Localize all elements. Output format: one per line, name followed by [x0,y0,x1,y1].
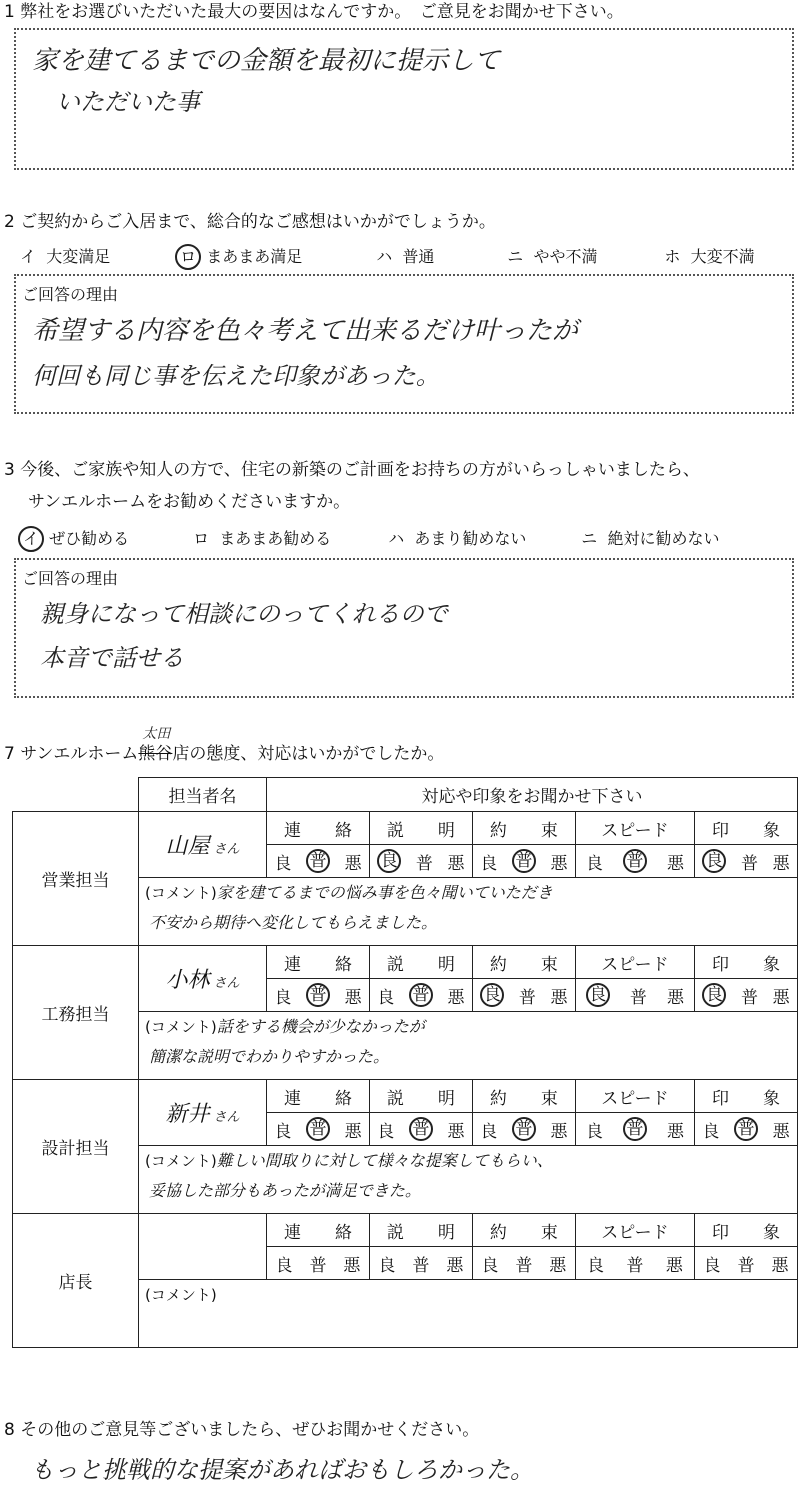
q3-option-3: ハ あまり勧めない [388,529,527,548]
selected-grade: 普 [623,1117,647,1141]
grade-options [267,979,370,1012]
grade-1: 普 [741,987,759,1008]
grade-0: 良 [274,853,292,874]
grade-options [472,1113,575,1146]
criterion-label: 説 明 [369,946,472,979]
q2-option-3: ハ 普通 [376,247,435,266]
grade-2: 悪 [447,853,465,874]
grade-0: 良 [587,1255,605,1276]
selected-grade: 良 [377,849,401,873]
criterion-label: 連 絡 [267,946,370,979]
grade-0: 良 [585,853,603,874]
grade-options [575,1113,694,1146]
grade-2: 悪 [772,853,790,874]
selected-grade: 良 [702,983,726,1007]
grade-2: 悪 [665,1255,683,1276]
grade-options [472,979,575,1012]
grade-2: 悪 [772,1121,790,1142]
selected-grade: 普 [512,849,536,873]
q3-options [18,526,719,552]
grade-options [369,1247,472,1280]
grade-2: 悪 [666,987,684,1008]
grade-0: 良 [377,987,395,1008]
reason-3-line-2: 本音で話せる [40,644,184,672]
grade-1: 普 [515,1255,533,1276]
grade-options [369,979,472,1012]
q2-option-4: ニ やや不満 [507,247,598,266]
role-label: 設計担当 [13,1080,139,1214]
grade-options [267,845,370,878]
grade-options [575,979,694,1012]
comment-line-1: 家を建てるまでの悩み事を色々聞いていただき [216,883,553,902]
grade-1: 普 [629,987,647,1008]
question-3-line-2: サンエルホームをお勧めくださいますか。 [28,492,351,512]
grade-0: 良 [275,1255,293,1276]
question-8: 8 その他のご意見等ございましたら、ぜひお聞かせください。 [4,1420,480,1440]
comment-line-1: 難しい間取りに対して様々な提案してもらい、 [216,1151,553,1170]
grade-2: 悪 [550,853,568,874]
handwritten-store-name: 太田 [142,726,171,742]
staff-name: 山屋 さん [139,812,267,878]
grade-1: 普 [309,1255,327,1276]
grade-options [695,979,798,1012]
grade-1: 普 [741,853,759,874]
grade-1: 普 [412,1255,430,1276]
comment-cell: (コメント) [139,1280,798,1348]
selected-grade: 普 [734,1117,758,1141]
grade-0: 良 [480,853,498,874]
comment-cell: (コメント)話をする機会が少なかったが 簡潔な説明でわかりやすかった。 [139,1012,798,1080]
grade-options [695,1113,798,1146]
grade-options [575,845,694,878]
grade-1: 普 [626,1255,644,1276]
selected-grade: 普 [623,849,647,873]
criterion-label: 印 象 [695,1080,798,1113]
criterion-label: 約 束 [472,946,575,979]
criterion-label: 約 束 [472,812,575,845]
staff-name: 新井 さん [139,1080,267,1146]
q2-option-2: ロ まあまあ満足 [175,244,371,270]
grade-options [695,845,798,878]
role-label: 店長 [13,1214,139,1348]
selected-circle: ロ [175,244,201,270]
grade-0: 良 [585,1121,603,1142]
grade-2: 悪 [550,1121,568,1142]
staff-name [139,1214,267,1280]
selected-grade: 良 [480,983,504,1007]
grade-options [369,1113,472,1146]
role-label: 営業担当 [13,812,139,946]
reason-box-2 [14,274,794,414]
criterion-label: スピード [575,812,694,845]
q2-option-1: イ 大変満足 [20,247,111,266]
selected-circle: イ [18,526,44,552]
comment-line-2: 簡潔な説明でわかりやすかった。 [149,1047,390,1066]
grade-0: 良 [378,1255,396,1276]
comment-line-1: 話をする機会が少なかったが [216,1017,425,1036]
grade-2: 悪 [343,1255,361,1276]
selected-grade: 普 [306,1117,330,1141]
criterion-label: スピード [575,1080,694,1113]
grade-0: 良 [480,1121,498,1142]
grade-1: 普 [518,987,536,1008]
criterion-label: 印 象 [695,812,798,845]
grade-2: 悪 [446,1255,464,1276]
selected-grade: 普 [306,849,330,873]
grade-options [267,1247,370,1280]
answer-8: もっと挑戦的な提案があればおもしろかった。 [30,1456,534,1484]
grade-0: 良 [377,1121,395,1142]
grade-0: 良 [702,1121,720,1142]
grade-2: 悪 [344,853,362,874]
question-1: 1 弊社をお選びいただいた最大の要因はなんですか。 ご意見をお聞かせ下さい。 [4,2,624,22]
grade-2: 悪 [772,987,790,1008]
criterion-label: スピード [575,946,694,979]
role-label: 工務担当 [13,946,139,1080]
struck-store-name: 熊谷 [138,744,173,764]
grade-2: 悪 [666,853,684,874]
criterion-label: 約 束 [472,1080,575,1113]
grade-2: 悪 [549,1255,567,1276]
grade-options [369,845,472,878]
reason-label: ご回答の理由 [22,569,119,588]
grade-options [267,1113,370,1146]
criterion-label: 印 象 [695,1214,798,1247]
reason-2-line-1: 希望する内容を色々考えて出来るだけ叶ったが [32,316,579,346]
q3-option-4: ニ 絶対に勧めない [581,529,720,548]
grade-0: 良 [274,987,292,1008]
grade-1: 普 [737,1255,755,1276]
criterion-label: 約 束 [472,1214,575,1247]
staff-name: 小林 さん [139,946,267,1012]
selected-grade: 普 [512,1117,536,1141]
selected-grade: 良 [702,849,726,873]
reason-box-3 [14,558,794,698]
comment-line-2: 不安から期待へ変化してもらえました。 [149,913,438,932]
reason-3-line-1: 親身になって相談にのってくれるので [40,600,448,628]
q3-option-1: イ ぜひ勧める [18,526,188,552]
answer-1-line-1: 家を建てるまでの金額を最初に提示して [32,46,501,76]
grade-0: 良 [703,1255,721,1276]
reason-label: ご回答の理由 [22,285,119,304]
comment-cell: (コメント)家を建てるまでの悩み事を色々聞いていただき 不安から期待へ変化してもらえました。 [139,878,798,946]
selected-grade: 良 [586,983,610,1007]
selected-grade: 普 [409,1117,433,1141]
grade-2: 悪 [447,987,465,1008]
header-eval: 対応や印象をお聞かせ下さい [267,778,798,812]
grade-2: 悪 [550,987,568,1008]
q2-option-5: ホ 大変不満 [664,247,755,266]
criterion-label: 連 絡 [267,812,370,845]
grade-2: 悪 [344,1121,362,1142]
criterion-label: 連 絡 [267,1214,370,1247]
question-7: 7 サンエルホーム熊谷 太田 店の態度、対応はいかがでしたか。 [4,726,445,764]
answer-1-line-2: いただいた事 [56,88,200,116]
comment-cell: (コメント)難しい間取りに対して様々な提案してもらい、 妥協した部分もあったが満足できた。 [139,1146,798,1214]
grade-0: 良 [481,1255,499,1276]
grade-2: 悪 [447,1121,465,1142]
grade-2: 悪 [344,987,362,1008]
grade-0: 良 [274,1121,292,1142]
reason-2-line-2: 何回も同じ事を伝えた印象があった。 [32,362,440,390]
grade-options [472,845,575,878]
grade-options [472,1247,575,1280]
criterion-label: 印 象 [695,946,798,979]
criterion-label: 説 明 [369,1080,472,1113]
criterion-label: 説 明 [369,1214,472,1247]
grade-options [695,1247,798,1280]
q2-options [20,244,755,270]
criterion-label: スピード [575,1214,694,1247]
criterion-label: 連 絡 [267,1080,370,1113]
grade-2: 悪 [666,1121,684,1142]
selected-grade: 普 [409,983,433,1007]
q3-option-2: ロ まあまあ勧める [193,529,332,548]
grade-2: 悪 [771,1255,789,1276]
answer-box-1 [14,28,794,170]
staff-evaluation-table [12,777,798,1348]
comment-line-2: 妥協した部分もあったが満足できた。 [149,1181,421,1200]
selected-grade: 普 [306,983,330,1007]
question-3-line-1: 3 今後、ご家族や知人の方で、住宅の新築のご計画をお持ちの方がいらっしゃいましたら、 [4,460,700,480]
grade-1: 普 [415,853,433,874]
question-2: 2 ご契約からご入居まで、総合的なご感想はいかがでしょうか。 [4,212,496,232]
criterion-label: 説 明 [369,812,472,845]
header-name: 担当者名 [139,778,267,812]
grade-options [575,1247,694,1280]
